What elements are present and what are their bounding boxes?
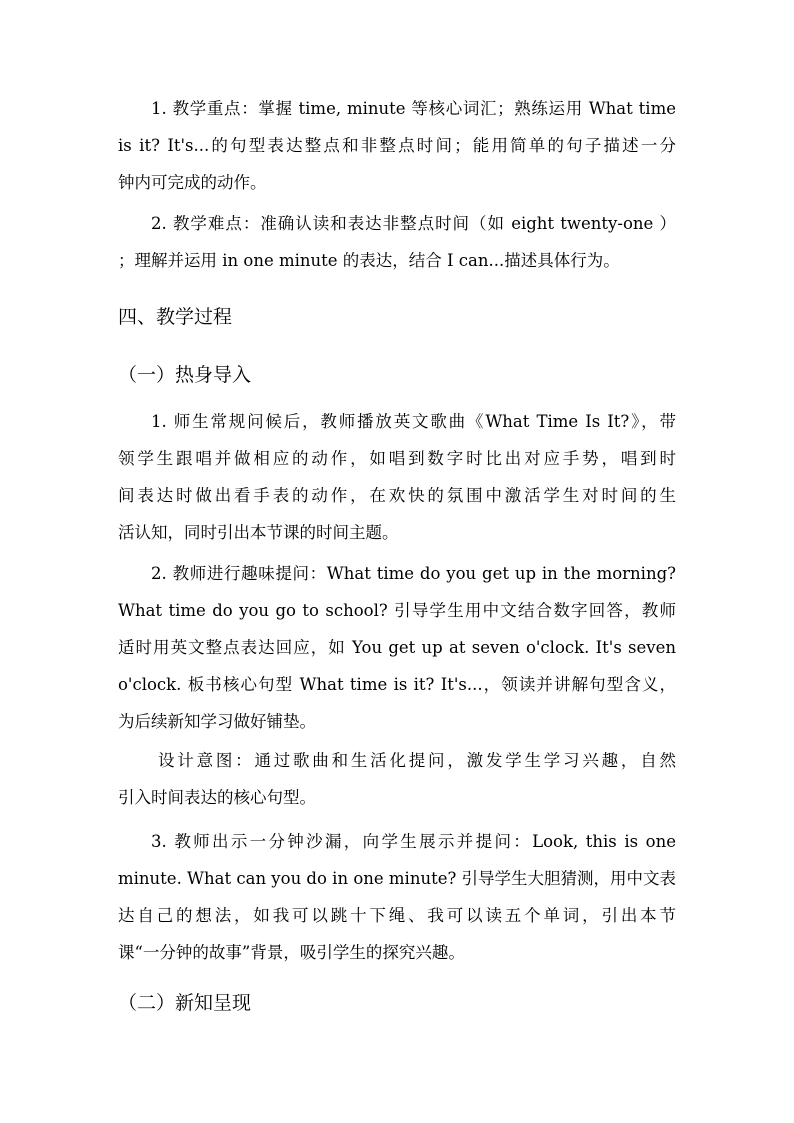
text-line: ；理解并运用 in one minute 的表达，结合 I can...描述具体行为。: [118, 251, 620, 270]
text-line: 2. 教师进行趣味提问：What time do you get up in the morning?: [151, 564, 676, 583]
design-intent-paragraph: [118, 742, 676, 816]
text-line: 适时用英文整点表达回应，如 You get up at seven o'clock. It's seven: [118, 638, 676, 657]
text-line: 钟内可完成的动作。: [118, 173, 267, 192]
text-line: 为后续新知学习做好铺垫。: [118, 712, 316, 731]
text-line: 引入时间表达的核心句型。: [118, 788, 316, 807]
key-points-paragraph: [118, 90, 676, 201]
warmup-paragraph-2: [118, 555, 676, 740]
text-line: 课“一分钟的故事”背景，吸引学生的探究兴趣。: [118, 943, 465, 962]
text-line: 1. 教学重点：掌握 time, minute 等核心词汇；熟练运用 What time: [151, 99, 676, 118]
text-line: What time do you go to school? 引导学生用中文结合数字回答，教师: [118, 601, 676, 620]
text-line: is it? It's...的句型表达整点和非整点时间；能用简单的句子描述一分: [118, 136, 676, 155]
text-line: minute. What can you do in one minute? 引导学生大胆猜测，用中文表: [118, 869, 677, 888]
new-knowledge-title: （二）新知呈现: [118, 992, 252, 1014]
difficult-points-paragraph: [118, 205, 676, 279]
section-title: 四、教学过程: [118, 306, 233, 328]
warmup-title: （一）热身导入: [118, 364, 252, 386]
warmup-paragraph-3: [118, 823, 676, 971]
text-line: 3. 教师出示一分钟沙漏，向学生展示并提问：Look, this is one: [151, 832, 676, 851]
warmup-paragraph-1: [118, 403, 676, 551]
text-line: o'clock. 板书核心句型 What time is it? It's...，领读并讲解句型含义，: [118, 675, 676, 694]
text-line: 领学生跟唱并做相应的动作，如唱到数字时比出对应手势，唱到时: [118, 449, 676, 468]
text-line: 活认知，同时引出本节课的时间主题。: [118, 523, 399, 542]
text-line: 达自己的想法，如我可以跳十下绳、我可以读五个单词，引出本节: [118, 906, 676, 925]
text-line: 2. 教学难点：准确认读和表达非整点时间（如 eight twenty-one ）: [151, 214, 676, 233]
text-line: 1. 师生常规问候后，教师播放英文歌曲《What Time Is It?》，带: [151, 412, 676, 431]
text-line: 设计意图：通过歌曲和生活化提问，激发学生学习兴趣，自然: [158, 751, 676, 770]
text-line: 间表达时做出看手表的动作，在欢快的氛围中激活学生对时间的生: [118, 486, 676, 505]
